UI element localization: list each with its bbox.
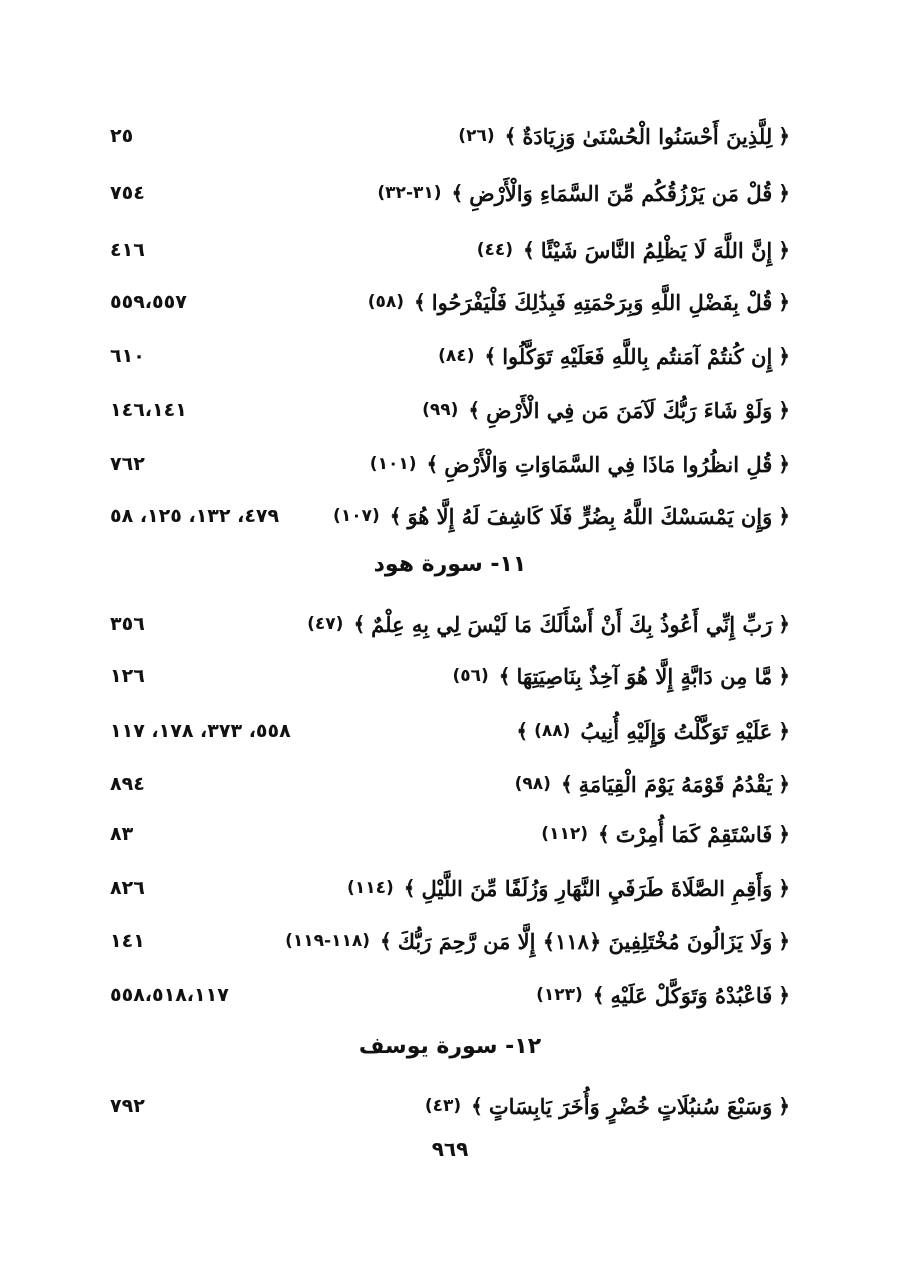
page-references: ٧٥٤: [110, 182, 145, 204]
verse-text: وَلَا يَزَالُونَ مُخْتَلِفِينَ ﴿١١٨﴾ إِلَّا مَن رَّحِمَ رَبُّكَ: [397, 928, 773, 954]
verse-text: وَأَقِمِ الصَّلَاةَ طَرَفَيِ النَّهَارِ وَزُلَفًا مِّنَ اللَّيْلِ: [421, 875, 773, 901]
verse-entry: [307, 612, 790, 637]
verse-entry: [541, 822, 790, 847]
verse-text: لِلَّذِينَ أَحْسَنُوا الْحُسْنَىٰ وَزِيَادَةٌ: [522, 123, 773, 149]
index-row: [110, 711, 790, 751]
surah-heading-yusuf: ١٢- سورة يوسف: [358, 1034, 542, 1059]
verse-text: قُلْ بِفَضْلِ اللَّهِ وَبِرَحْمَتِهِ فَبِذَٰلِكَ فَلْيَفْرَحُوا: [431, 289, 773, 315]
verse-entry: [285, 929, 790, 954]
verse-number: (٥٨): [367, 292, 405, 312]
ornate-close-bracket-icon: ﴾: [414, 290, 426, 314]
page-references: ١٤٦،١٤١: [110, 399, 187, 421]
verse-number: (١٠٧): [333, 506, 380, 526]
verse-entry: [368, 290, 790, 315]
ornate-close-bracket-icon: ﴾: [451, 181, 464, 205]
page-references: ٨٢٦: [110, 877, 145, 899]
verse-text: قُلْ مَن يَرْزُقُكُم مِّنَ السَّمَاءِ وَالْأَرْضِ: [469, 180, 773, 206]
verse-text: وَإِن يَمْسَسْكَ اللَّهُ بِضُرٍّ فَلَا كَاشِفَ لَهُ إِلَّا هُوَ: [407, 503, 773, 529]
page-number: ٩٦٩: [431, 1137, 469, 1161]
page-references: ٧٩٢: [110, 1095, 145, 1117]
index-row: [110, 975, 790, 1015]
page-references: ١٤١: [110, 930, 145, 952]
verse-text: عَلَيْهِ تَوَكَّلْتُ وَإِلَيْهِ أُنِيبُ: [580, 718, 773, 744]
verse-entry: [515, 772, 790, 797]
surah-heading-hud: ١١- سورة هود: [373, 552, 527, 577]
ornate-close-bracket-icon: ﴾: [471, 1094, 483, 1118]
verse-entry: [370, 452, 790, 477]
verse-number: (٨٤): [438, 346, 475, 366]
verse-number: (٩٩): [422, 400, 459, 420]
page-references: ٨٣: [110, 823, 134, 845]
index-row: [110, 496, 790, 536]
index-row: [110, 390, 790, 430]
index-row: [110, 173, 790, 213]
ornate-close-bracket-icon: ﴾: [592, 983, 605, 1007]
page-references: ٨٩٤: [110, 773, 145, 795]
verse-text: فَاعْبُدْهُ وَتَوَكَّلْ عَلَيْهِ: [610, 982, 773, 1008]
index-row: [110, 336, 790, 376]
ornate-close-bracket-icon: ﴾: [379, 929, 392, 953]
ornate-open-bracket-icon: ﴿: [778, 504, 790, 528]
verse-number: (٤٣): [424, 1096, 462, 1116]
index-row: [110, 868, 790, 908]
ornate-open-bracket-icon: ﴿: [778, 876, 790, 900]
verse-entry: [422, 398, 790, 423]
verse-entry: [516, 719, 790, 744]
index-row: [110, 1086, 790, 1126]
ornate-close-bracket-icon: ﴾: [389, 504, 402, 528]
verse-text: إِن كُنتُمْ آمَنتُم بِاللَّهِ فَعَلَيْهِ تَوَكَّلُوا: [502, 343, 773, 369]
ornate-open-bracket-icon: ﴿: [778, 664, 790, 688]
verse-entry: [458, 124, 790, 149]
ornate-close-bracket-icon: ﴾: [353, 612, 366, 636]
verse-number: (١٠١): [369, 454, 417, 474]
index-row: [110, 814, 790, 854]
verse-entry: [347, 876, 790, 901]
ornate-open-bracket-icon: ﴿: [778, 983, 790, 1007]
ornate-open-bracket-icon: ﴿: [778, 344, 790, 368]
index-row: [110, 604, 790, 644]
verse-number: (١١٤): [347, 878, 394, 898]
verse-number: (١١٨-١١٩): [285, 931, 370, 951]
page-references: ٦١٠: [110, 345, 145, 367]
verse-number: (٢٦): [458, 126, 495, 146]
verse-number: (٤٧): [307, 614, 344, 634]
ornate-close-bracket-icon: ﴾: [403, 876, 416, 900]
verse-number: (١٢٣): [536, 985, 583, 1005]
verse-text: رَبِّ إِنِّي أَعُوذُ بِكَ أَنْ أَسْأَلَكَ مَا لَيْسَ لِي بِهِ عِلْمٌ: [371, 611, 773, 637]
index-row: [110, 444, 790, 484]
verse-text: فَاسْتَقِمْ كَمَا أُمِرْتَ: [615, 821, 773, 847]
ornate-close-bracket-icon: ﴾: [426, 452, 439, 476]
verse-number: (٨٨): [534, 721, 571, 741]
verse-entry: [333, 504, 790, 529]
verse-entry: [377, 181, 790, 206]
page-references: ٥٥٨،٥١٨،١١٧: [110, 984, 229, 1006]
verse-number: (٥٦): [452, 666, 489, 686]
verse-entry: [425, 1094, 790, 1119]
page-references: ٧٦٢: [110, 453, 145, 475]
index-row: [110, 282, 790, 322]
ornate-close-bracket-icon: ﴾: [597, 822, 610, 846]
ornate-open-bracket-icon: ﴿: [778, 290, 790, 314]
ornate-open-bracket-icon: ﴿: [778, 124, 790, 148]
ornate-close-bracket-icon: ﴾: [516, 719, 529, 743]
verse-number: (٩٨): [514, 774, 551, 794]
page-references: ٤٧٩، ١٣٢، ١٢٥، ٥٨: [110, 505, 280, 527]
page-references: ٤١٦: [110, 239, 145, 261]
ornate-close-bracket-icon: ﴾: [484, 344, 497, 368]
ornate-close-bracket-icon: ﴾: [504, 124, 517, 148]
verse-text: قُلِ انظُرُوا مَاذَا فِي السَّمَاوَاتِ وَالْأَرْضِ: [444, 451, 773, 477]
index-row: [110, 230, 790, 270]
ornate-open-bracket-icon: ﴿: [778, 181, 790, 205]
verse-number: (٤٤): [476, 240, 514, 260]
verse-text: إِنَّ اللَّهَ لَا يَظْلِمُ النَّاسَ شَيْئًا: [540, 237, 773, 263]
verse-entry: [452, 664, 790, 689]
page-references: ٣٥٦: [110, 613, 145, 635]
verse-entry: [536, 983, 790, 1008]
page-references: ٢٥: [110, 125, 134, 147]
ornate-close-bracket-icon: ﴾: [498, 664, 511, 688]
ornate-open-bracket-icon: ﴿: [778, 452, 790, 476]
index-row: [110, 116, 790, 156]
index-row: [110, 764, 790, 804]
page-references: ٥٥٨، ٣٧٣، ١٧٨، ١١٧: [110, 720, 291, 742]
verse-text: وَلَوْ شَاءَ رَبُّكَ لَآمَنَ مَن فِي الْأَرْضِ: [486, 397, 773, 423]
ornate-open-bracket-icon: ﴿: [778, 1094, 790, 1118]
ornate-close-bracket-icon: ﴾: [468, 398, 481, 422]
page-references: ٥٥٩،٥٥٧: [110, 291, 187, 313]
ornate-close-bracket-icon: ﴾: [560, 772, 573, 796]
ornate-open-bracket-icon: ﴿: [778, 719, 790, 743]
verse-text: مَّا مِن دَابَّةٍ إِلَّا هُوَ آخِذٌ بِنَاصِيَتِهَا: [516, 663, 773, 689]
ornate-open-bracket-icon: ﴿: [778, 238, 790, 262]
page-references: ١٢٦: [110, 665, 145, 687]
ornate-open-bracket-icon: ﴿: [778, 822, 790, 846]
verse-number: (١١٢): [541, 824, 588, 844]
ornate-open-bracket-icon: ﴿: [778, 398, 790, 422]
verse-entry: [438, 344, 790, 369]
index-row: [110, 656, 790, 696]
verse-text: وَسَبْعَ سُنبُلَاتٍ خُضْرٍ وَأُخَرَ يَابِسَاتٍ: [488, 1093, 773, 1119]
ornate-open-bracket-icon: ﴿: [778, 772, 790, 796]
ornate-open-bracket-icon: ﴿: [778, 612, 790, 636]
verse-entry: [477, 238, 790, 263]
verse-text: يَقْدُمُ قَوْمَهُ يَوْمَ الْقِيَامَةِ: [578, 771, 773, 797]
ornate-close-bracket-icon: ﴾: [523, 238, 535, 262]
verse-number: (٣١-٣٢): [377, 183, 442, 203]
ornate-open-bracket-icon: ﴿: [778, 929, 790, 953]
index-row: [110, 921, 790, 961]
